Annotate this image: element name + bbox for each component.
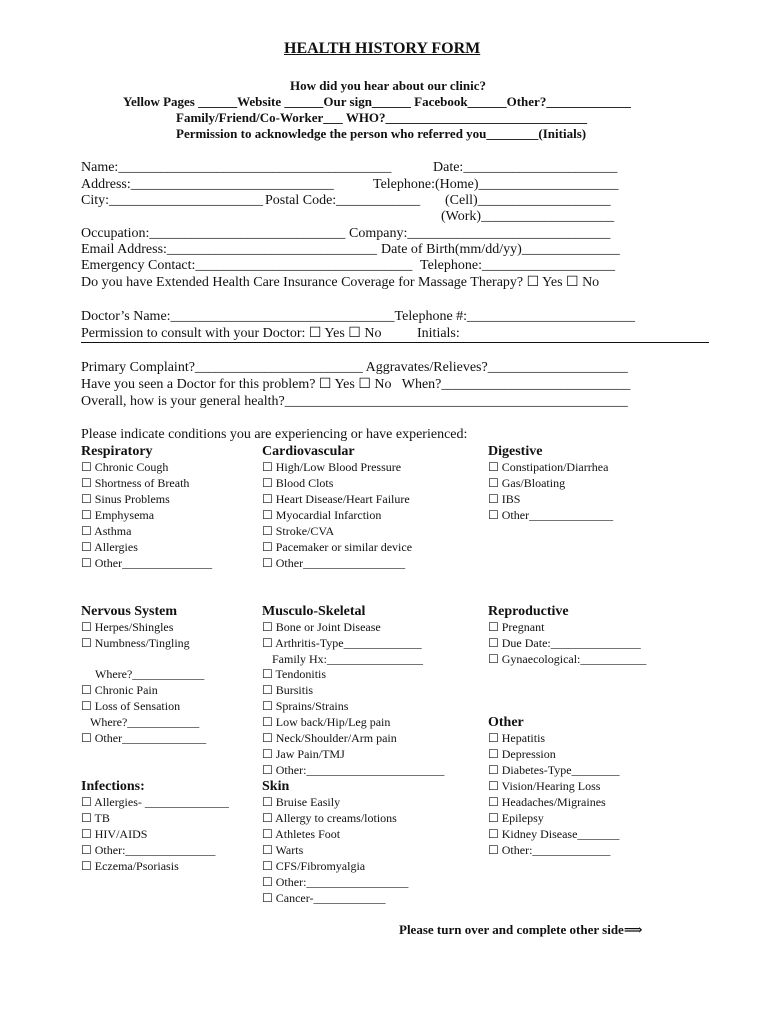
checkbox-item[interactable]: ☐ Bursitis (262, 683, 314, 697)
telephone-work-field[interactable]: (Work)___________________ (441, 209, 615, 224)
checkbox-item[interactable]: ☐ Stroke/CVA (262, 524, 335, 538)
email-field[interactable]: Email Address:______________________________ (81, 242, 377, 257)
checkbox-item[interactable]: ☐ Neck/Shoulder/Arm pain (262, 731, 397, 745)
referral-permission: Permission to acknowledge the person who referred you________(Initials) (176, 126, 587, 141)
checkbox-item[interactable]: ☐ Cancer-____________ (262, 891, 386, 905)
checkbox-item[interactable]: ☐ Other:_____________ (488, 843, 611, 857)
postal-code-field[interactable]: Postal Code:____________ (265, 193, 421, 208)
checkbox-item[interactable]: ☐ Asthma (81, 524, 132, 538)
checkbox-item[interactable]: ☐ Vision/Hearing Loss (488, 779, 601, 793)
checkbox-item[interactable]: ☐ Herpes/Shingles (81, 620, 174, 634)
checkbox-item[interactable]: ☐ Chronic Pain (81, 683, 158, 697)
insurance-question[interactable]: Do you have Extended Health Care Insurance Coverage for Massage Therapy? ☐ Yes ☐ No (81, 275, 600, 290)
section-divider (81, 342, 709, 343)
checkbox-item[interactable]: ☐ Other______________ (81, 731, 207, 745)
checkbox-item[interactable]: ☐ Tendonitis (262, 667, 327, 681)
conditions-intro: Please indicate conditions you are experiencing or have experienced: (81, 427, 468, 442)
checkbox-item[interactable]: ☐ Constipation/Diarrhea (488, 460, 609, 474)
form-title: HEALTH HISTORY FORM (284, 40, 481, 57)
other-heading: Other (488, 715, 524, 730)
checkbox-item[interactable]: ☐ Bruise Easily (262, 795, 341, 809)
checkbox-item[interactable]: ☐ Loss of Sensation (81, 699, 181, 713)
where-field[interactable]: Where?____________ (95, 667, 205, 681)
checkbox-item[interactable]: ☐ Other_______________ (81, 556, 213, 570)
checkbox-item[interactable]: ☐ Chronic Cough (81, 460, 169, 474)
checkbox-item[interactable]: ☐ Low back/Hip/Leg pain (262, 715, 391, 729)
checkbox-item[interactable]: ☐ Gas/Bloating (488, 476, 566, 490)
respiratory-heading: Respiratory (81, 444, 153, 459)
date-field[interactable]: Date:______________________ (433, 160, 618, 175)
checkbox-item[interactable]: ☐ High/Low Blood Pressure (262, 460, 402, 474)
city-field[interactable]: City:______________________ (81, 193, 264, 208)
checkbox-item[interactable]: ☐ Sprains/Strains (262, 699, 349, 713)
checkbox-item[interactable]: ☐ Jaw Pain/TMJ (262, 747, 345, 761)
doctor-consult-question[interactable]: Permission to consult with your Doctor: ☐ Yes ☐ No (81, 326, 382, 341)
checkbox-item[interactable]: ☐ CFS/Fibromyalgia (262, 859, 366, 873)
checkbox-item[interactable]: ☐ Eczema/Psoriasis (81, 859, 179, 873)
dob-field[interactable]: Date of Birth(mm/dd/yy)______________ (381, 242, 620, 257)
checkbox-item[interactable]: ☐ Gynaecological:___________ (488, 652, 647, 666)
checkbox-item[interactable]: ☐ Bone or Joint Disease (262, 620, 381, 634)
checkbox-item[interactable]: ☐ Other:_________________ (262, 875, 409, 889)
family-hx-field[interactable]: Family Hx:________________ (272, 652, 424, 666)
skin-heading: Skin (262, 779, 290, 794)
checkbox-item[interactable]: ☐ Other:_______________ (81, 843, 216, 857)
reproductive-heading: Reproductive (488, 604, 569, 619)
checkbox-item[interactable]: ☐ Epilepsy (488, 811, 544, 825)
checkbox-item[interactable]: ☐ Heart Disease/Heart Failure (262, 492, 410, 506)
checkbox-item[interactable]: ☐ Athletes Foot (262, 827, 341, 841)
turn-over-note: Please turn over and complete other side⟹ (399, 922, 643, 937)
telephone-cell-field[interactable]: (Cell)___________________ (445, 193, 611, 208)
telephone-home-field[interactable]: Telephone:(Home)____________________ (373, 177, 619, 192)
name-field[interactable]: Name:_______________________________________ (81, 160, 392, 175)
checkbox-item[interactable]: ☐ TB (81, 811, 110, 825)
checkbox-item[interactable]: ☐ Other:_______________________ (262, 763, 445, 777)
checkbox-item[interactable]: ☐ Due Date:_______________ (488, 636, 641, 650)
referral-family: Family/Friend/Co-Worker___ WHO?_______________________________ (176, 110, 588, 125)
where-field[interactable]: Where?____________ (90, 715, 200, 729)
cardiovascular-heading: Cardiovascular (262, 444, 355, 459)
checkbox-item[interactable]: ☐ Depression (488, 747, 556, 761)
doctor-name-field[interactable]: Doctor’s Name:________________________________Telephone #:________________________ (81, 309, 636, 324)
infections-heading: Infections: (81, 779, 145, 794)
referral-sources: Yellow Pages ______Website ______Our sign______ Facebook______Other?_____________ (123, 94, 631, 109)
checkbox-item[interactable]: ☐ Allergies- ______________ (81, 795, 229, 809)
checkbox-item[interactable]: ☐ Allergies (81, 540, 138, 554)
company-field[interactable]: Company:_____________________________ (349, 226, 611, 241)
checkbox-item[interactable]: ☐ Pacemaker or similar device (262, 540, 413, 554)
checkbox-item[interactable]: ☐ Other______________ (488, 508, 614, 522)
checkbox-item[interactable]: ☐ Pregnant (488, 620, 545, 634)
checkbox-item[interactable]: ☐ Diabetes-Type________ (488, 763, 620, 777)
checkbox-item[interactable]: ☐ Other_________________ (262, 556, 406, 570)
digestive-heading: Digestive (488, 444, 543, 459)
emergency-contact-field[interactable]: Emergency Contact:_______________________________ (81, 258, 413, 273)
checkbox-item[interactable]: ☐ Kidney Disease_______ (488, 827, 620, 841)
address-field[interactable]: Address:_____________________________ (81, 177, 334, 192)
checkbox-item[interactable]: ☐ Blood Clots (262, 476, 334, 490)
referral-question: How did you hear about our clinic? (290, 78, 486, 93)
checkbox-item[interactable]: ☐ Hepatitis (488, 731, 546, 745)
seen-doctor-question[interactable]: Have you seen a Doctor for this problem? ☐ Yes ☐ No When?___________________________ (81, 377, 631, 392)
nervous-system-heading: Nervous System (81, 604, 178, 619)
emergency-telephone-field[interactable]: Telephone:___________________ (420, 258, 615, 273)
checkbox-item[interactable]: ☐ Numbness/Tingling (81, 636, 190, 650)
checkbox-item[interactable]: ☐ Shortness of Breath (81, 476, 190, 490)
doctor-initials-label[interactable]: Initials: (417, 326, 460, 341)
checkbox-item[interactable]: ☐ Arthritis-Type_____________ (262, 636, 422, 650)
checkbox-item[interactable]: ☐ IBS (488, 492, 521, 506)
overall-health-field[interactable]: Overall, how is your general health?_________________________________________________ (81, 394, 628, 409)
checkbox-item[interactable]: ☐ Sinus Problems (81, 492, 170, 506)
checkbox-item[interactable]: ☐ HIV/AIDS (81, 827, 148, 841)
checkbox-item[interactable]: ☐ Headaches/Migraines (488, 795, 606, 809)
checkbox-item[interactable]: ☐ Myocardial Infarction (262, 508, 382, 522)
occupation-field[interactable]: Occupation:____________________________ (81, 226, 346, 241)
checkbox-item[interactable]: ☐ Warts (262, 843, 304, 857)
checkbox-item[interactable]: ☐ Emphysema (81, 508, 155, 522)
musculo-skeletal-heading: Musculo-Skeletal (262, 604, 366, 619)
checkbox-item[interactable]: ☐ Allergy to creams/lotions (262, 811, 397, 825)
primary-complaint-field[interactable]: Primary Complaint?________________________ Aggravates/Relieves?____________________ (81, 360, 628, 375)
